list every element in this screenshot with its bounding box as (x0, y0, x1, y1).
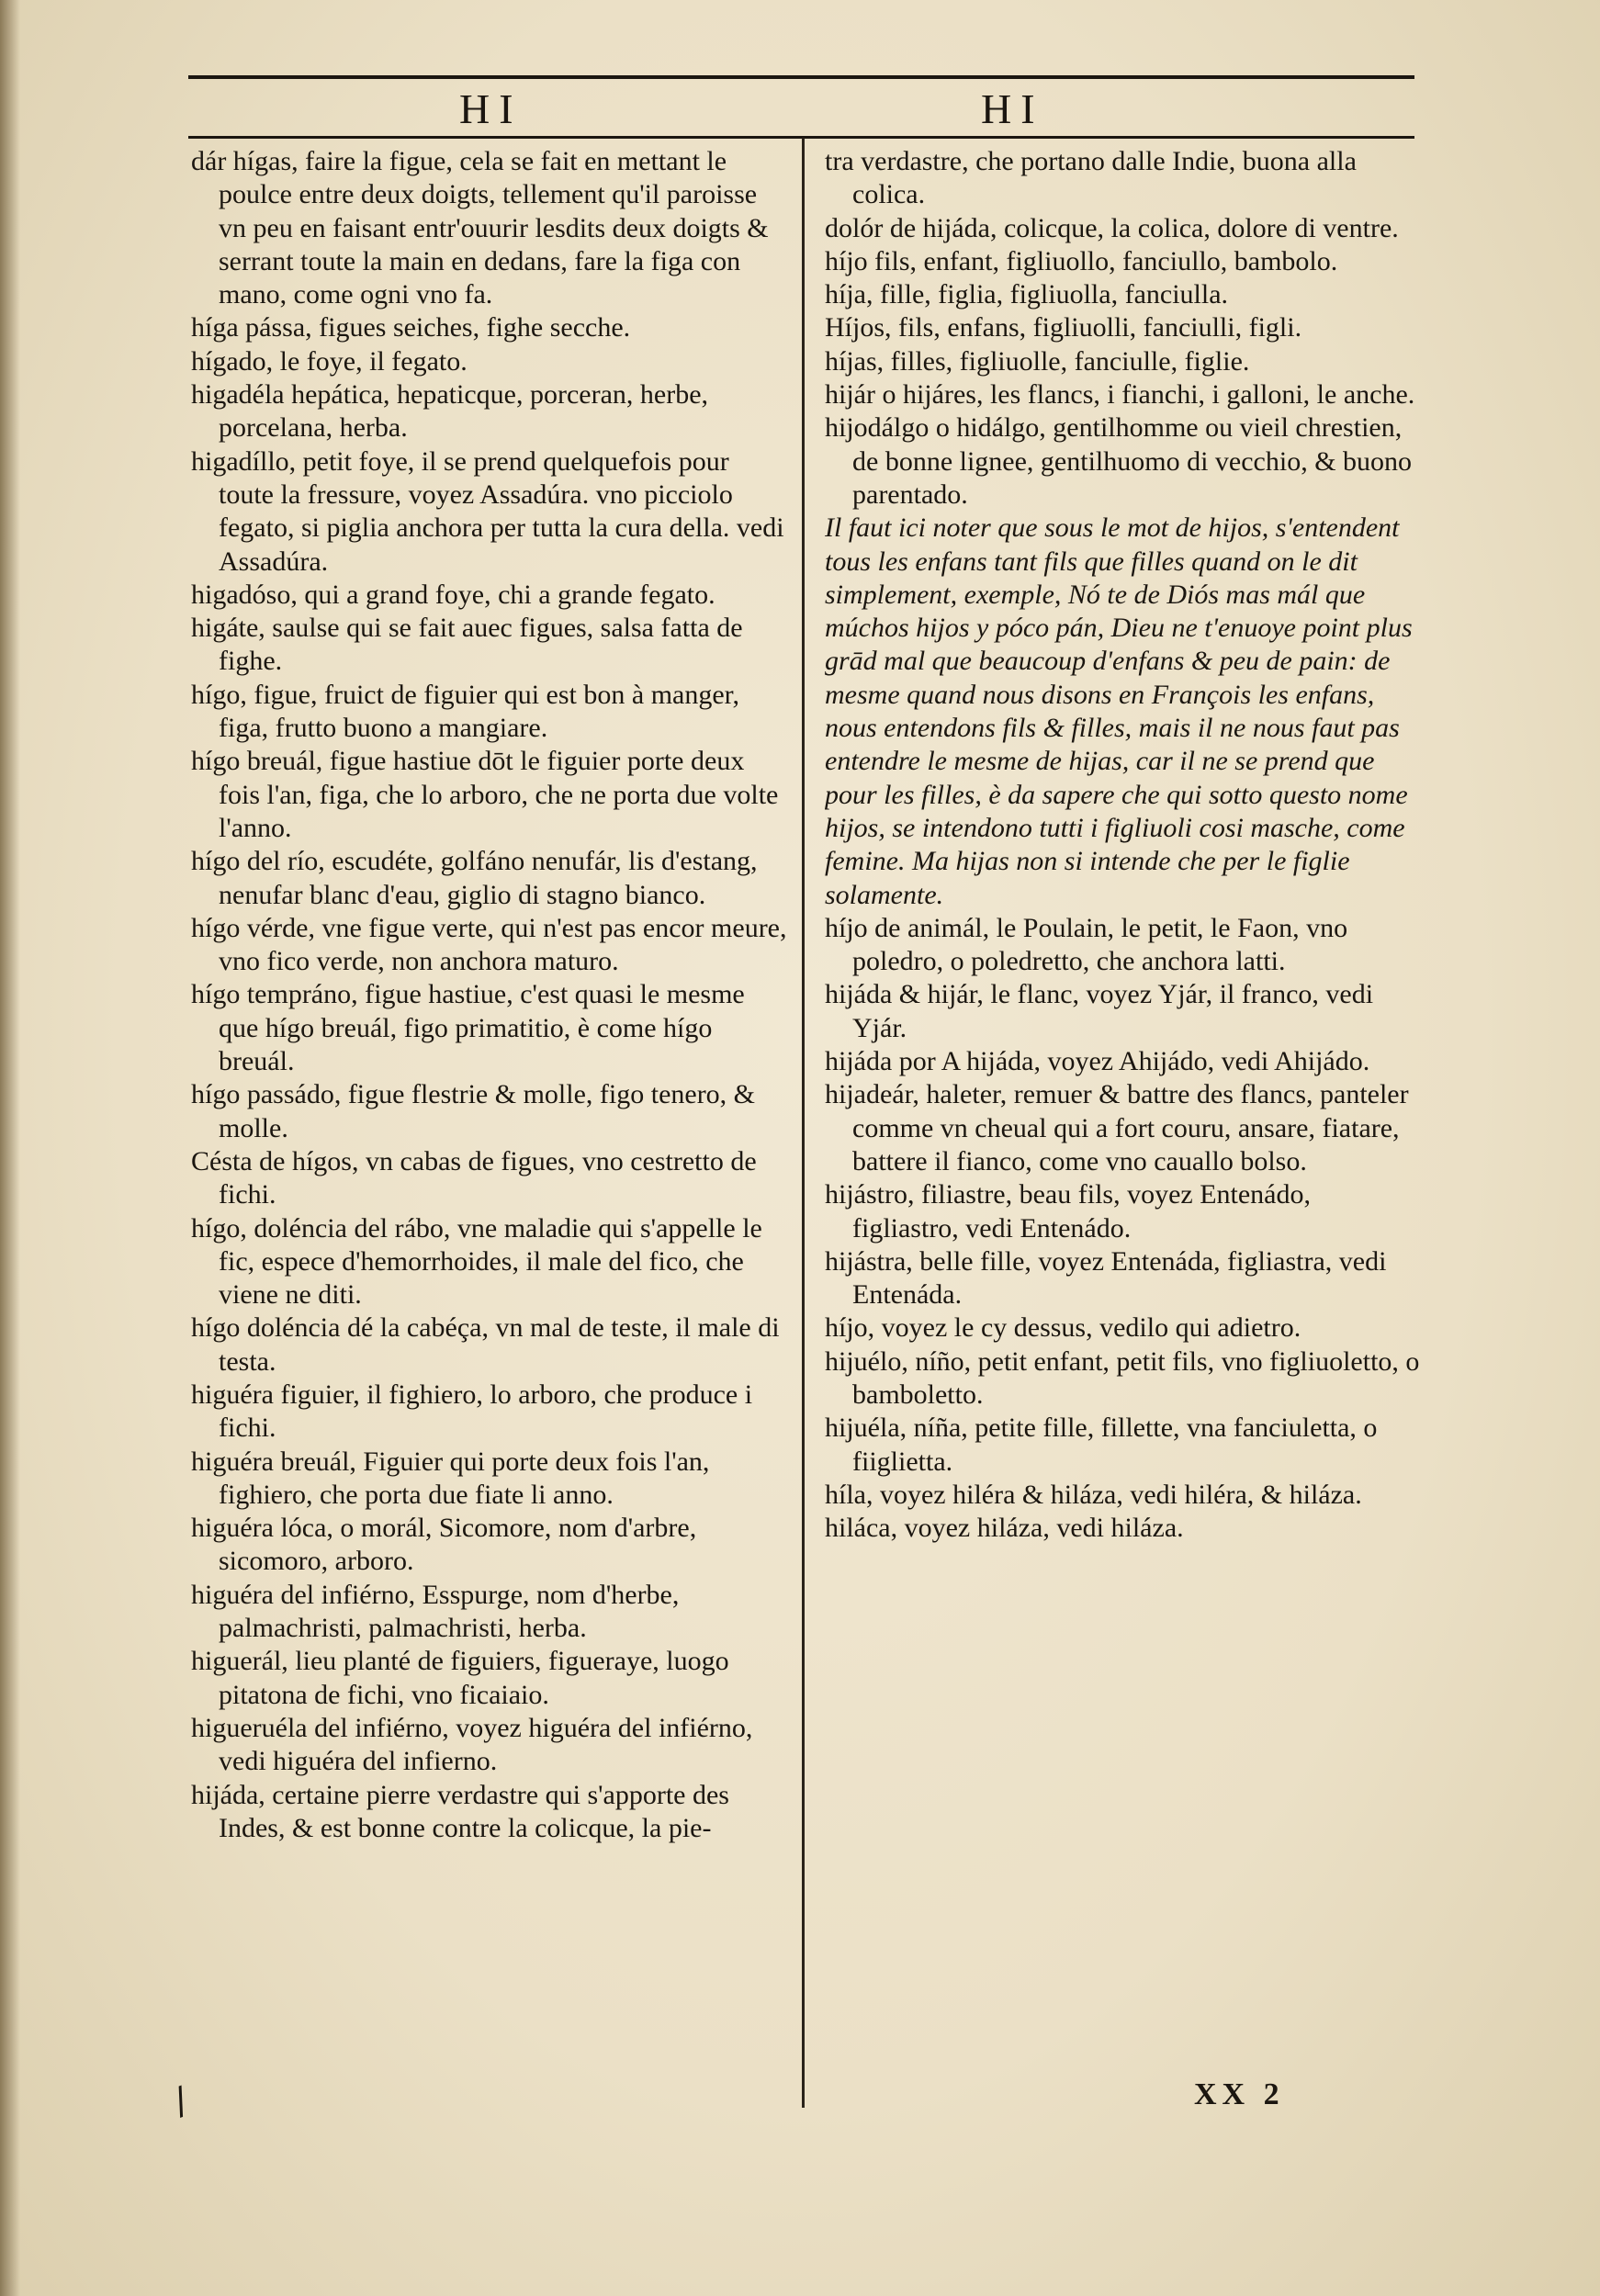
dictionary-entry: hijástra, belle fille, voyez Entenáda, figliastra, vedi Entenáda. (825, 1245, 1387, 1311)
right-column (825, 145, 1420, 2065)
dictionary-entry: híga pássa, figues seiches, fighe secche. (191, 312, 631, 343)
dictionary-entry: híjo, voyez le cy dessus, vedilo qui adietro. (825, 1312, 1301, 1344)
dictionary-entry: higuéra del infiérno, Esspurge, nom d'herbe, palmachristi, palmachristi, herba. (191, 1579, 680, 1644)
dictionary-entry: tra verdastre, che portano dalle Indie, buona alla colica. (825, 146, 1357, 210)
usage-note: Il faut ici noter que sous le mot de hijos, s'entendent tous les enfans tant fils que filles quand on le dit simplement, exemple, Nó te de Diós mas mál que múchos hijos y póco pán, Dieu ne t'enuoye point plus grād mal que beaucoup d'enfans & peu de pain: de mesme quand nous disons en François les enfans, nous entendons fils & filles, mais il ne nous faut pas entendre le mesme de hijas, car il ne se prend que pour les filles, è da sapere che qui sotto questo nome hijos, se intendono tutti i figliuoli cosi masche, come femine. Ma hijas non si intende che per le figlie solamente. (825, 512, 1413, 910)
dictionary-entry: hígo tempráno, figue hastiue, c'est quasi le mesme que hígo breuál, figo primatitio, è come hígo breuál. (191, 979, 745, 1077)
top-rule (188, 75, 1414, 79)
page-edge-shadow (0, 0, 20, 2296)
dictionary-entry: higuerál, lieu planté de figuiers, figueraye, luogo pitatona de fichi, vno ficaiaio. (191, 1646, 729, 1710)
dictionary-entry: híja, fille, figlia, figliuolla, fanciulla. (825, 279, 1229, 310)
column-divider (802, 138, 805, 2108)
dictionary-entry: higadóso, qui a grand foye, chi a grande fegato. (191, 579, 715, 610)
dictionary-entry: hijuéla, níña, petite fille, fillette, vna fanciuletta, o fiiglietta. (825, 1412, 1378, 1477)
dictionary-entry: hígo passádo, figue flestrie & molle, figo tenero, & molle. (191, 1079, 756, 1143)
dictionary-entry: hijadeár, haleter, remuer & battre des flancs, panteler comme vn cheual qui a fort couru, ansare, fiatare, battere il fianco, come vno cauallo bolso. (825, 1079, 1409, 1176)
dictionary-entry: hijuélo, níño, petit enfant, petit fils, vno figliuoletto, o bamboletto. (825, 1345, 1420, 1410)
dictionary-entry: higueruéla del infiérno, voyez higuéra del infiérno, vedi higuéra del infierno. (191, 1712, 753, 1777)
dictionary-entry: Híjos, fils, enfans, figliuolli, fanciulli, figli. (825, 312, 1302, 343)
dictionary-entry: hijáda por A hijáda, voyez Ahijádo, vedi Ahijádo. (825, 1046, 1370, 1077)
running-head-left: HI (459, 85, 523, 132)
dictionary-entry: dár hígas, faire la figue, cela se fait en mettant le poulce entre deux doigts, tellement qu'il paroisse vn peu en faisant entr'ouurir lesdits deux doigts & serrant toute la main en dedans, fare la figa con mano, come ogni vno fa. (191, 146, 769, 310)
dictionary-entry: higuéra breuál, Figuier qui porte deux fois l'an, fighiero, che porta due fiate li anno. (191, 1446, 710, 1510)
dictionary-entry: hígo vérde, vne figue verte, qui n'est pas encor meure, vno fico verde, non anchora maturo. (191, 912, 787, 977)
dictionary-entry: higáte, saulse qui se fait auec figues, salsa fatta de fighe. (191, 613, 743, 677)
signature-mark: XX 2 (1194, 2077, 1285, 2111)
dictionary-entry: hijáda, certaine pierre verdastre qui s'apporte des Indes, & est bonne contre la colicque, la pie- (191, 1779, 729, 1843)
dictionary-entry: hígo doléncia dé la cabéça, vn mal de teste, il male di testa. (191, 1312, 780, 1377)
dictionary-entry: hijástro, filiastre, beau fils, voyez Entenádo, figliastro, vedi Entenádo. (825, 1179, 1311, 1244)
dictionary-entry: híjas, filles, figliuolle, fanciulle, figlie. (825, 345, 1250, 377)
dictionary-entry: hijár o hijáres, les flancs, i fianchi, i galloni, le anche. (825, 379, 1415, 411)
dictionary-entry: Césta de hígos, vn cabas de figues, vno cestretto de fichi. (191, 1145, 757, 1210)
dictionary-entry: hijodálgo o hidálgo, gentilhomme ou vieil chrestien, de bonne lignee, gentilhuomo di vecchio, & buono parentado. (825, 412, 1413, 510)
dictionary-entry: hígado, le foye, il fegato. (191, 345, 468, 377)
ink-mark: / (167, 2079, 194, 2123)
dictionary-entry: hígo, figue, fruict de figuier qui est bon à manger, figa, frutto buono a mangiare. (191, 679, 739, 744)
dictionary-entry: hígo breuál, figue hastiue dōt le figuier porte deux fois l'an, figa, che lo arboro, che ne porta due volte l'anno. (191, 746, 779, 843)
left-column (191, 145, 788, 2065)
dictionary-entry: dolór de hijáda, colicque, la colica, dolore di ventre. (825, 212, 1399, 243)
dictionary-entry: higadéla hepática, hepaticque, porceran, herbe, porcelana, herba. (191, 379, 709, 444)
dictionary-entry: higuéra figuier, il fighiero, lo arboro, che produce i fichi. (191, 1379, 753, 1444)
dictionary-entry: hijáda & hijár, le flanc, voyez Yjár, il franco, vedi Yjár. (825, 979, 1374, 1043)
running-head-right: HI (981, 85, 1044, 132)
dictionary-entry: higadíllo, petit foye, il se prend quelquefois pour toute la fressure, voyez Assadúra. vno picciolo fegato, si piglia anchora per tutta la cura della. vedi Assadúra. (191, 445, 784, 577)
dictionary-entry: hígo del río, escudéte, golfáno nenufár, lis d'estang, nenufar blanc d'eau, giglio di stagno bianco. (191, 846, 758, 910)
dictionary-entry: híla, voyez hiléra & hiláza, vedi hiléra, & hiláza. (825, 1479, 1362, 1510)
dictionary-entry: higuéra lóca, o morál, Sicomore, nom d'arbre, sicomoro, arboro. (191, 1513, 697, 1577)
dictionary-entry: híjo de animál, le Poulain, le petit, le Faon, vno poledro, o poledretto, che anchora latti. (825, 912, 1348, 977)
dictionary-entry: híjo fils, enfant, figliuollo, fanciullo, bambolo. (825, 245, 1338, 276)
dictionary-entry: hígo, doléncia del rábo, vne maladie qui s'appelle le fic, espece d'hemorrhoides, il male del fico, che viene ne diti. (191, 1212, 762, 1311)
dictionary-entry: hiláca, voyez hiláza, vedi hiláza. (825, 1513, 1184, 1544)
